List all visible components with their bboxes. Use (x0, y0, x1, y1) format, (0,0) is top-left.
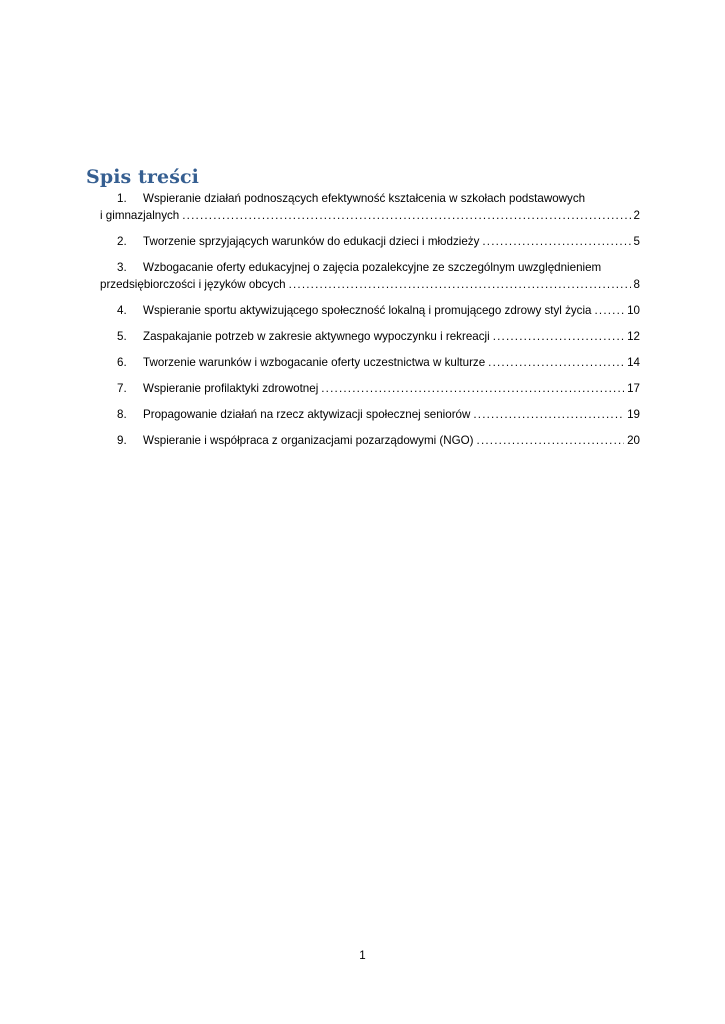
toc-entry-title-continuation: przedsiębiorczości i języków obcych (100, 278, 286, 291)
toc-dot-leader (488, 354, 624, 371)
toc-dot-leader (321, 380, 624, 397)
toc-entry-title: Zaspakajanie potrzeb w zakresie aktywnego wypoczynku i rekreacji (143, 330, 490, 343)
toc-entry-page: 17 (627, 382, 640, 395)
toc-entry-page: 8 (633, 278, 640, 291)
toc-dot-leader (493, 328, 624, 345)
toc-dot-leader (182, 207, 630, 224)
toc-entry-page: 20 (627, 434, 640, 447)
toc-entry-title: Wspieranie sportu aktywizującego społeczność lokalną i promującego zdrowy styl życia (143, 304, 592, 317)
toc-entry[interactable] (100, 259, 640, 293)
toc-entry-page: 10 (627, 304, 640, 317)
toc-entry[interactable] (100, 354, 640, 371)
toc-entry[interactable] (100, 190, 640, 224)
toc-entry-title: Propagowanie działań na rzecz aktywizacji społecznej seniorów (143, 408, 471, 421)
toc-entry-number: 7. (117, 382, 127, 395)
toc-entry[interactable] (100, 328, 640, 345)
table-of-contents (100, 190, 640, 458)
toc-entry-number: 1. (117, 192, 127, 205)
toc-dot-leader (473, 406, 624, 423)
toc-entry-title: Wzbogacanie oferty edukacyjnej o zajęcia pozalekcyjne ze szczególnym uwzględnieniem (143, 261, 602, 274)
toc-entry-page: 2 (633, 209, 640, 222)
toc-entry-title-continuation: i gimnazjalnych (100, 209, 180, 222)
toc-title: Spis treści (86, 166, 199, 188)
toc-dot-leader (595, 302, 625, 319)
toc-entry-number: 6. (117, 356, 127, 369)
toc-dot-leader (477, 432, 625, 449)
page-number: 1 (359, 949, 366, 962)
toc-entry-title: Wspieranie profilaktyki zdrowotnej (143, 382, 319, 395)
toc-entry-page: 19 (627, 408, 640, 421)
toc-dot-leader (482, 233, 630, 250)
toc-entry-number: 8. (117, 408, 127, 421)
toc-entry-page: 14 (627, 356, 640, 369)
toc-entry-page: 5 (633, 235, 640, 248)
toc-entry[interactable] (100, 406, 640, 423)
toc-entry-number: 4. (117, 304, 127, 317)
toc-entry-number: 9. (117, 434, 127, 447)
toc-entry-number: 2. (117, 235, 127, 248)
toc-entry[interactable] (100, 432, 640, 449)
toc-entry[interactable] (100, 380, 640, 397)
toc-entry[interactable] (100, 302, 640, 319)
toc-entry-page: 12 (627, 330, 640, 343)
toc-entry-title: Tworzenie warunków i wzbogacanie oferty uczestnictwa w kulturze (143, 356, 486, 369)
toc-entry-title: Tworzenie sprzyjających warunków do edukacji dzieci i młodzieży (143, 235, 480, 248)
toc-entry-number: 5. (117, 330, 127, 343)
toc-entry-title: Wspieranie i współpraca z organizacjami pozarządowymi (NGO) (143, 434, 474, 447)
toc-entry-number: 3. (117, 261, 127, 274)
toc-dot-leader (289, 276, 631, 293)
toc-entry-title: Wspieranie działań podnoszących efektywność kształcenia w szkołach podstawowych (143, 192, 586, 205)
toc-entry[interactable] (100, 233, 640, 250)
